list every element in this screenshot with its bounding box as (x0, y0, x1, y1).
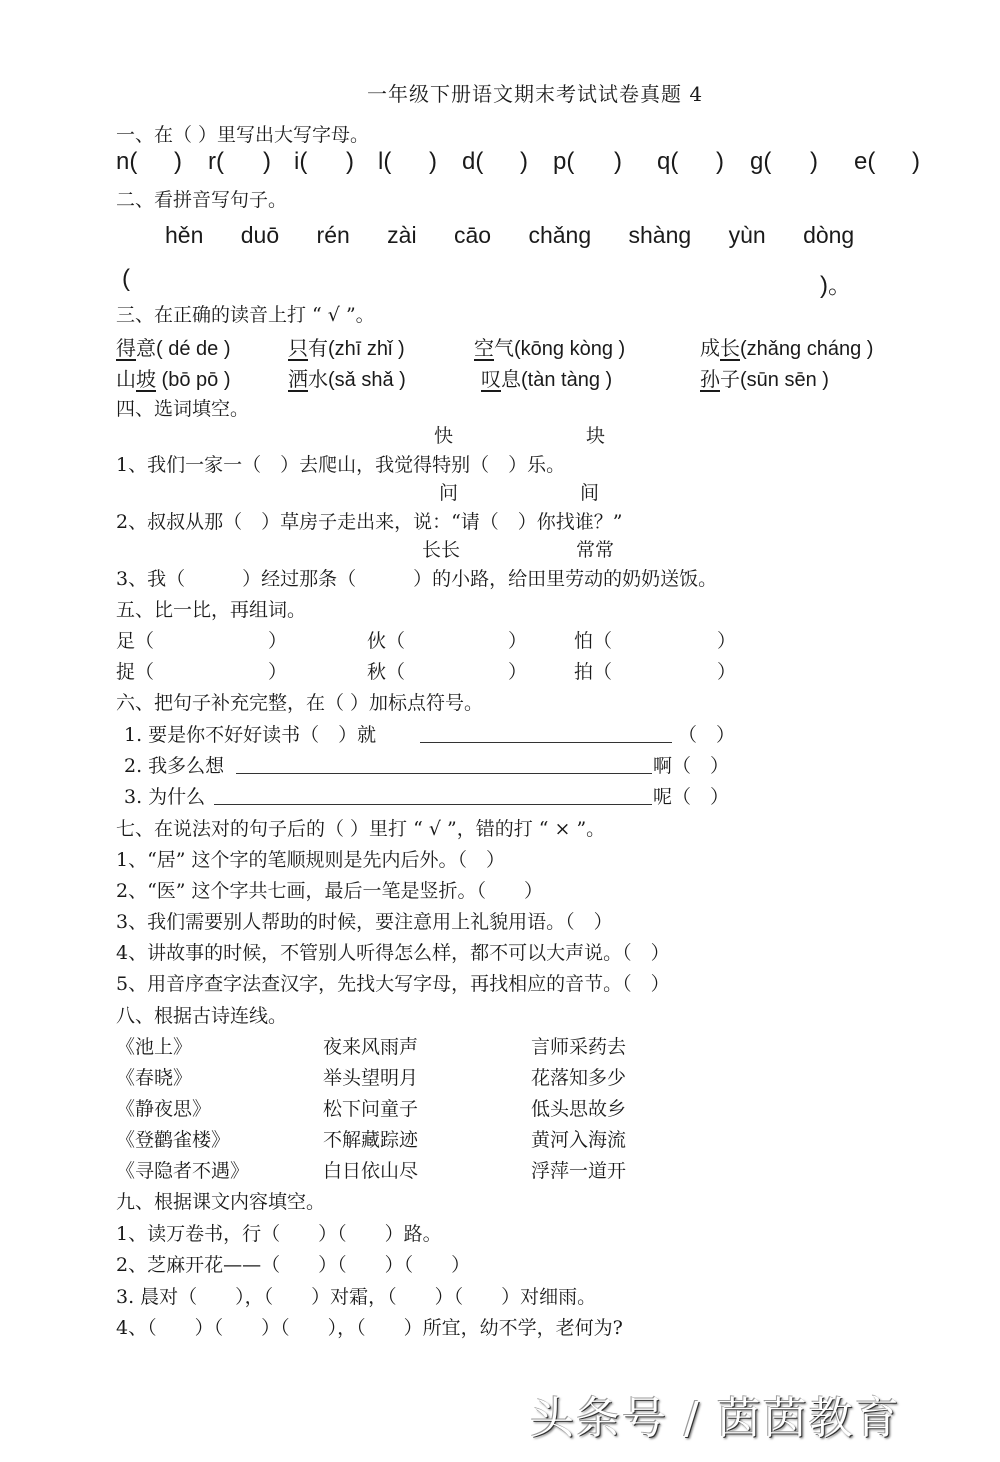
pinyin-syllable: duō (240, 222, 280, 248)
answer-open-paren: ( (122, 265, 130, 292)
recite-item: 2、芝麻开花——（ ）（ ）（ ） (116, 1254, 471, 1276)
pinyin-line (165, 222, 875, 249)
paren-close: ) (429, 148, 437, 175)
pinyin-options: (sǎ shǎ ) (328, 369, 406, 391)
paren-close: ) (174, 148, 182, 175)
paren-close: ) (716, 148, 724, 175)
underlined-char: 只 (288, 336, 308, 360)
underlined-char: 洒 (288, 367, 308, 391)
pinyin-options: (bō pō ) (156, 369, 231, 391)
reading-item (288, 332, 405, 361)
underlined-char: 空 (474, 336, 494, 360)
pinyin-syllable: cāo (453, 222, 492, 248)
answer-close-paren: )。 (820, 272, 852, 299)
fill-item: 2、叔叔从那（ ）草房子走出来，说：“请（ ）你找谁？” (116, 511, 623, 533)
compare-char: 足（ (116, 630, 155, 652)
sentence-end: 呢（ ） (653, 786, 730, 808)
underlined-char: 叹 (481, 367, 501, 391)
reading-item (700, 332, 873, 361)
char: 气 (494, 336, 514, 360)
answer-line[interactable] (236, 773, 652, 774)
poem-line: 不解藏踪迹 (323, 1129, 419, 1151)
section-6-heading: 六、把句子补充完整，在（ ）加标点符号。 (116, 692, 484, 714)
reading-item (116, 363, 230, 392)
section-9-heading: 九、根据课文内容填空。 (116, 1191, 326, 1213)
poem-line: 浮萍一道开 (531, 1160, 627, 1182)
judge-item: 2、“医” 这个字共七画，最后一笔是竖折。（ ） (116, 880, 544, 902)
paren-close: ) (520, 148, 528, 175)
section-4-heading: 四、选词填空。 (116, 398, 250, 420)
pinyin-options: ( dé de ) (156, 338, 231, 360)
sentence-end: （ ） (678, 724, 736, 746)
recite-item: 1、读万卷书，行（ ）（ ）路。 (116, 1223, 442, 1245)
char: 山 (116, 367, 136, 391)
recite-item: 4、（ ）（ ）（ ），（ ）所宜，幼不学，老何为? (116, 1317, 623, 1339)
pinyin-syllable: hěn (165, 222, 204, 248)
underlined-char: 坡 (136, 367, 156, 391)
char: 成 (700, 336, 720, 360)
fill-item: 3、我（ ）经过那条（ ）的小路，给田里劳动的奶奶送饭。 (116, 568, 718, 590)
section-8-heading: 八、根据古诗连线。 (116, 1005, 288, 1027)
judge-item: 4、讲故事的时候，不管别人听得怎么样，都不可以大声说。（ ） (116, 942, 670, 964)
poem-line: 花落知多少 (531, 1067, 627, 1089)
char: 水 (308, 367, 328, 391)
pinyin-options: (zhǎng cháng ) (740, 338, 874, 360)
pinyin-syllable: zài (387, 222, 417, 248)
page-title: 一年级下册语文期末考试试卷真题 4 (367, 82, 704, 106)
underlined-char: 得 (116, 336, 136, 360)
word-option: 长长 (422, 539, 461, 561)
reading-item (700, 363, 829, 392)
paren-close: ） (717, 630, 737, 652)
poem-title: 《寻隐者不遇》 (116, 1160, 250, 1182)
fill-item: 1、我们一家一（ ）去爬山，我觉得特别（ ）乐。 (116, 454, 566, 476)
underlined-char: 孙 (700, 367, 720, 391)
letter-e: e( (854, 148, 876, 175)
underlined-char: 长 (720, 336, 740, 360)
section-3-heading: 三、在正确的读音上打 “ √ ”。 (116, 304, 375, 326)
compare-char: 怕（ (574, 630, 613, 652)
paren-close: ） (268, 661, 288, 683)
paren-close: ) (912, 148, 920, 175)
word-option: 快 (434, 425, 454, 447)
word-option: 常常 (576, 539, 615, 561)
sentence-start: 1. 要是你不好好读书（ ）就 (124, 724, 377, 746)
paren-close: ) (614, 148, 622, 175)
section-7-heading: 七、在说法对的句子后的（ ）里打 “ √ ”，错的打 “ × ”。 (116, 818, 606, 840)
judge-item: 3、我们需要别人帮助的时候，要注意用上礼貌用语。（ ） (116, 911, 613, 933)
letter-l: l( (378, 148, 392, 175)
pinyin-options: (tàn tàng ) (521, 369, 613, 391)
section-5-heading: 五、比一比，再组词。 (116, 599, 307, 621)
poem-line: 白日依山尽 (323, 1160, 419, 1182)
pinyin-options: (sūn sēn ) (740, 369, 829, 391)
char: 有 (308, 336, 328, 360)
reading-item (481, 363, 612, 392)
word-option: 块 (586, 425, 606, 447)
pinyin-syllable: chǎng (528, 222, 592, 248)
poem-line: 黄河入海流 (531, 1129, 627, 1151)
judge-item: 5、用音序查字法查汉字，先找大写字母，再找相应的音节。（ ） (116, 973, 670, 995)
paren-close: ） (717, 661, 737, 683)
reading-item (116, 332, 230, 361)
word-option: 问 (439, 482, 459, 504)
char: 意 (136, 336, 156, 360)
paren-close: ) (346, 148, 354, 175)
poem-line: 举头望明月 (323, 1067, 419, 1089)
letter-n: n( (116, 148, 138, 175)
poem-line: 低头思故乡 (531, 1098, 627, 1120)
answer-line[interactable] (420, 742, 672, 743)
letter-i: i( (294, 148, 308, 175)
judge-item: 1、“居” 这个字的笔顺规则是先内后外。（ ） (116, 849, 506, 871)
compare-char: 秋（ (367, 661, 406, 683)
section-1-heading: 一、在（ ）里写出大写字母。 (116, 124, 370, 146)
reading-item (288, 363, 406, 392)
pinyin-syllable: dòng (803, 222, 855, 248)
char: 子 (720, 367, 740, 391)
poem-title: 《登鹳雀楼》 (116, 1129, 231, 1151)
letter-d: d( (462, 148, 484, 175)
paren-close: ） (268, 630, 288, 652)
word-option: 间 (580, 482, 600, 504)
paren-close: ） (508, 630, 528, 652)
poem-title: 《静夜思》 (116, 1098, 212, 1120)
compare-char: 拍（ (574, 661, 613, 683)
pinyin-syllable: yùn (728, 222, 766, 248)
sentence-end: 啊（ ） (653, 755, 730, 777)
compare-char: 伙（ (367, 630, 406, 652)
poem-title: 《春晓》 (116, 1067, 193, 1089)
poem-line: 言师采药去 (531, 1036, 627, 1058)
recite-item: 3. 晨对（ ），（ ）对霜，（ ）（ ）对细雨。 (116, 1286, 597, 1308)
letter-g: g( (750, 148, 772, 175)
pinyin-options: (zhī zhǐ ) (328, 338, 405, 360)
letter-r: r( (208, 148, 224, 175)
pinyin-syllable: shàng (628, 222, 692, 248)
pinyin-options: (kōng kòng ) (514, 338, 626, 360)
answer-line[interactable] (214, 804, 652, 805)
compare-char: 捉（ (116, 661, 155, 683)
paren-close: ) (263, 148, 271, 175)
sentence-start: 3. 为什么 (124, 786, 206, 808)
poem-line: 松下问童子 (323, 1098, 419, 1120)
paren-close: ) (810, 148, 818, 175)
watermark: 头条号 / 茵茵教育 (530, 1393, 901, 1444)
pinyin-syllable: rén (316, 222, 350, 248)
letter-q: q( (657, 148, 679, 175)
letter-p: p( (553, 148, 575, 175)
reading-item (474, 332, 625, 361)
sentence-start: 2. 我多么想 (124, 755, 225, 777)
poem-title: 《池上》 (116, 1036, 193, 1058)
char: 息 (501, 367, 521, 391)
poem-line: 夜来风雨声 (323, 1036, 419, 1058)
paren-close: ） (508, 661, 528, 683)
section-2-heading: 二、看拼音写句子。 (116, 189, 288, 211)
